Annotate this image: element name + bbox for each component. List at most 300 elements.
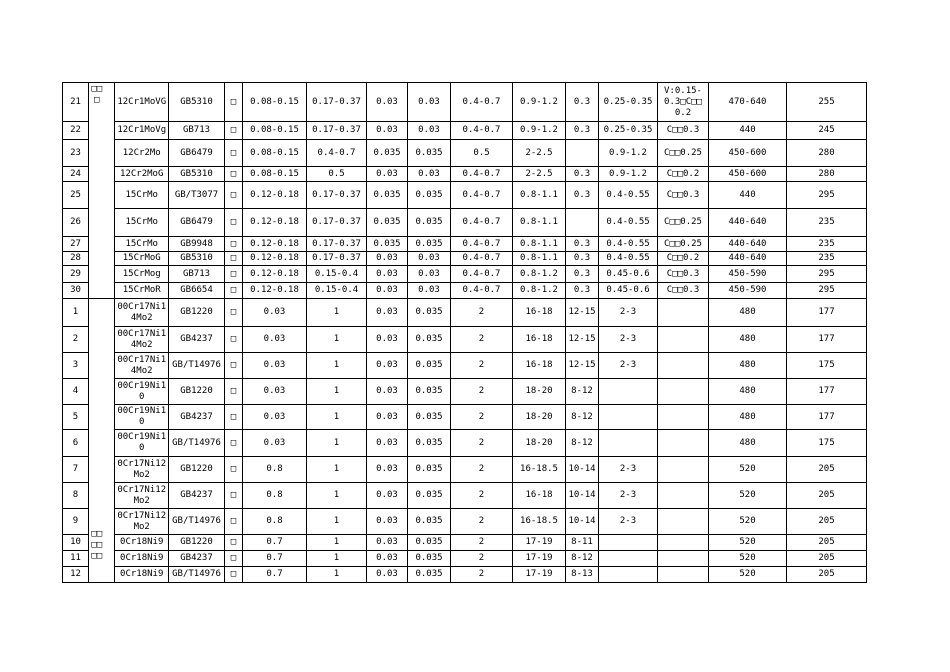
manganese-value: 0.4-0.7	[451, 266, 513, 283]
silicon-value: 1	[307, 509, 367, 535]
tensile-strength-value: 480	[709, 299, 787, 327]
sulfur-value: 0.03	[367, 266, 408, 283]
table-row	[63, 567, 867, 583]
mark-glyph: □	[225, 167, 243, 182]
standard-code: GB6654	[169, 283, 225, 299]
steel-grade-text: 00Cr19Ni10	[117, 432, 167, 453]
nickel-value: 12-15	[566, 299, 599, 327]
row-number: 26	[63, 209, 89, 237]
table-row	[63, 430, 867, 457]
other-elements-value	[658, 327, 709, 353]
table-row	[63, 509, 867, 535]
steel-grade-text: 15CrMog	[122, 268, 161, 279]
standard-code: GB5310	[169, 83, 225, 122]
molybdenum-value	[599, 535, 658, 551]
molybdenum-value: 0.4-0.55	[599, 182, 658, 209]
chromium-value: 0.8-1.2	[513, 283, 566, 299]
yield-strength-value: 295	[787, 283, 867, 299]
standard-code: GB713	[169, 266, 225, 283]
table-row	[63, 266, 867, 283]
molybdenum-value: 0.45-0.6	[599, 283, 658, 299]
phosphorus-value: 0.035	[408, 567, 451, 583]
table-row	[63, 167, 867, 182]
row-number: 21	[63, 83, 89, 122]
yield-strength-value: 177	[787, 327, 867, 353]
silicon-value: 1	[307, 430, 367, 457]
phosphorus-value: 0.035	[408, 483, 451, 509]
phosphorus-value: 0.035	[408, 299, 451, 327]
carbon-value: 0.03	[243, 327, 307, 353]
carbon-value: 0.7	[243, 535, 307, 551]
row-number: 22	[63, 122, 89, 140]
other-elements-value	[658, 266, 709, 283]
tensile-strength-value: 520	[709, 551, 787, 567]
carbon-value: 0.03	[243, 379, 307, 405]
steel-grade-text: 12Cr1MoVG	[117, 96, 167, 107]
other-elements-value	[658, 457, 709, 483]
yield-strength-value: 245	[787, 122, 867, 140]
steel-grade-text: 12Cr2Mo	[122, 147, 161, 158]
nickel-value: 8-12	[566, 379, 599, 405]
manganese-value: 0.4-0.7	[451, 167, 513, 182]
steel-grade	[115, 379, 169, 405]
standard-code: GB4237	[169, 551, 225, 567]
manganese-value: 2	[451, 430, 513, 457]
tensile-strength-value: 440	[709, 122, 787, 140]
carbon-value: 0.8	[243, 457, 307, 483]
yield-strength-value: 280	[787, 167, 867, 182]
tensile-strength-value: 450-600	[709, 140, 787, 167]
other-elements-value-text: C□□0.3	[666, 268, 700, 279]
carbon-value: 0.08-0.15	[243, 167, 307, 182]
sulfur-value: 0.03	[367, 379, 408, 405]
molybdenum-value: 0.9-1.2	[599, 140, 658, 167]
manganese-value: 0.4-0.7	[451, 122, 513, 140]
sulfur-value: 0.035	[367, 209, 408, 237]
manganese-value: 0.4-0.7	[451, 237, 513, 252]
nickel-value: 10-14	[566, 483, 599, 509]
table-row	[63, 299, 867, 327]
silicon-value: 0.15-0.4	[307, 266, 367, 283]
row-number: 10	[63, 535, 89, 551]
yield-strength-value: 205	[787, 551, 867, 567]
chromium-value: 0.9-1.2	[513, 83, 566, 122]
carbon-value: 0.08-0.15	[243, 83, 307, 122]
steel-grade	[115, 353, 169, 379]
nickel-value: 8-13	[566, 567, 599, 583]
silicon-value: 0.17-0.37	[307, 83, 367, 122]
steel-grade	[115, 252, 169, 266]
table-row	[63, 140, 867, 167]
nickel-value: 0.3	[566, 252, 599, 266]
phosphorus-value: 0.035	[408, 327, 451, 353]
sulfur-value: 0.03	[367, 167, 408, 182]
yield-strength-value: 205	[787, 509, 867, 535]
nickel-value: 8-12	[566, 405, 599, 430]
mark-glyph: □	[225, 551, 243, 567]
tensile-strength-value: 480	[709, 379, 787, 405]
steel-grade	[115, 209, 169, 237]
nickel-value: 0.3	[566, 167, 599, 182]
yield-strength-value: 177	[787, 405, 867, 430]
steel-grade	[115, 167, 169, 182]
steel-grade-text: 00Cr19Ni10	[117, 380, 167, 402]
manganese-value: 2	[451, 535, 513, 551]
table-row	[63, 209, 867, 237]
molybdenum-value: 0.4-0.55	[599, 252, 658, 266]
carbon-value: 0.03	[243, 353, 307, 379]
carbon-value: 0.03	[243, 430, 307, 457]
phosphorus-value: 0.035	[408, 182, 451, 209]
standard-code: GB/T3077	[169, 182, 225, 209]
carbon-value: 0.12-0.18	[243, 182, 307, 209]
molybdenum-value: 0.25-0.35	[599, 122, 658, 140]
nickel-value: 8-12	[566, 551, 599, 567]
silicon-value: 0.15-0.4	[307, 283, 367, 299]
nickel-value	[566, 140, 599, 167]
other-elements-value	[658, 567, 709, 583]
steel-grade	[115, 283, 169, 299]
phosphorus-value: 0.03	[408, 266, 451, 283]
nickel-value: 10-14	[566, 509, 599, 535]
tensile-strength-value: 440-640	[709, 252, 787, 266]
yield-strength-value: 177	[787, 299, 867, 327]
row-number: 9	[63, 509, 89, 535]
standard-code: GB4237	[169, 405, 225, 430]
manganese-value: 0.5	[451, 140, 513, 167]
steel-grade	[115, 140, 169, 167]
yield-strength-value: 177	[787, 379, 867, 405]
molybdenum-value: 2-3	[599, 483, 658, 509]
nickel-value: 10-14	[566, 457, 599, 483]
manganese-value: 2	[451, 483, 513, 509]
phosphorus-value: 0.035	[408, 353, 451, 379]
manganese-value: 2	[451, 299, 513, 327]
manganese-value: 0.4-0.7	[451, 252, 513, 266]
other-elements-value	[658, 252, 709, 266]
other-elements-value-text: V:0.15-0.3□C□□0.2	[664, 85, 702, 118]
chromium-value: 0.8-1.1	[513, 252, 566, 266]
steel-grade	[115, 551, 169, 567]
phosphorus-value: 0.03	[408, 283, 451, 299]
standard-code: GB5310	[169, 252, 225, 266]
tensile-strength-value: 520	[709, 535, 787, 551]
other-elements-value	[658, 283, 709, 299]
chromium-value: 2-2.5	[513, 167, 566, 182]
silicon-value: 1	[307, 483, 367, 509]
steel-grade-text: 0Cr18Ni9	[120, 569, 164, 579]
row-number: 6	[63, 430, 89, 457]
manganese-value: 2	[451, 509, 513, 535]
nickel-value: 8-12	[566, 430, 599, 457]
sulfur-value: 0.035	[367, 237, 408, 252]
mark-glyph: □	[225, 122, 243, 140]
sulfur-value: 0.03	[367, 457, 408, 483]
molybdenum-value: 2-3	[599, 509, 658, 535]
manganese-value: 0.4-0.7	[451, 209, 513, 237]
silicon-value: 0.17-0.37	[307, 209, 367, 237]
nickel-value: 8-11	[566, 535, 599, 551]
steel-grade	[115, 405, 169, 430]
tensile-strength-value: 520	[709, 457, 787, 483]
sulfur-value: 0.03	[367, 299, 408, 327]
tensile-strength-value: 480	[709, 353, 787, 379]
mark-glyph: □	[225, 567, 243, 583]
carbon-value: 0.8	[243, 509, 307, 535]
molybdenum-value	[599, 567, 658, 583]
other-elements-value	[658, 483, 709, 509]
mark-glyph: □	[225, 237, 243, 252]
chromium-value: 16-18.5	[513, 509, 566, 535]
steel-grade	[115, 83, 169, 122]
standard-code: GB6479	[169, 140, 225, 167]
silicon-value: 0.4-0.7	[307, 140, 367, 167]
yield-strength-value: 205	[787, 457, 867, 483]
row-number: 23	[63, 140, 89, 167]
silicon-value: 0.5	[307, 167, 367, 182]
steel-grade-text: 0Cr18Ni9	[120, 553, 164, 563]
other-elements-value	[658, 430, 709, 457]
standard-code: GB1220	[169, 299, 225, 327]
chromium-value: 18-20	[513, 430, 566, 457]
yield-strength-value: 235	[787, 252, 867, 266]
sulfur-value: 0.03	[367, 430, 408, 457]
yield-strength-value: 175	[787, 430, 867, 457]
steel-grade	[115, 535, 169, 551]
steel-grade-text: 15CrMo	[125, 217, 158, 227]
table-row	[63, 283, 867, 299]
mark-glyph: □	[225, 83, 243, 122]
row-number: 30	[63, 283, 89, 299]
sulfur-value: 0.03	[367, 252, 408, 266]
standard-code: GB5310	[169, 167, 225, 182]
carbon-value: 0.8	[243, 483, 307, 509]
tensile-strength-value: 450-590	[709, 266, 787, 283]
carbon-value: 0.7	[243, 551, 307, 567]
table-row	[63, 122, 867, 140]
table-row	[63, 353, 867, 379]
sulfur-value: 0.03	[367, 122, 408, 140]
tensile-strength-value: 520	[709, 483, 787, 509]
steel-grade-text: 00Cr17Ni14Mo2	[117, 354, 167, 376]
steel-grade	[115, 122, 169, 140]
carbon-value: 0.12-0.18	[243, 237, 307, 252]
carbon-value: 0.7	[243, 567, 307, 583]
row-number: 3	[63, 353, 89, 379]
sulfur-value: 0.03	[367, 327, 408, 353]
steel-grade-text: 0Cr18Ni9	[120, 537, 164, 547]
phosphorus-value: 0.03	[408, 122, 451, 140]
steel-grade-text: 00Cr17Ni14Mo2	[117, 328, 167, 350]
silicon-value: 1	[307, 405, 367, 430]
manganese-value: 2	[451, 353, 513, 379]
yield-strength-value: 235	[787, 237, 867, 252]
table-row	[63, 327, 867, 353]
mark-glyph: □	[225, 299, 243, 327]
carbon-value: 0.03	[243, 299, 307, 327]
silicon-value: 1	[307, 535, 367, 551]
other-elements-value-text: C□□0.25	[664, 238, 702, 249]
table-row	[63, 252, 867, 266]
yield-strength-value: 205	[787, 483, 867, 509]
mark-glyph: □	[225, 283, 243, 299]
tensile-strength-value: 450-590	[709, 283, 787, 299]
other-elements-value	[658, 209, 709, 237]
other-elements-value	[658, 122, 709, 140]
sulfur-value: 0.03	[367, 483, 408, 509]
sulfur-value: 0.03	[367, 509, 408, 535]
table-row	[63, 237, 867, 252]
row-number: 5	[63, 405, 89, 430]
manganese-value: 2	[451, 567, 513, 583]
yield-strength-value: 205	[787, 535, 867, 551]
mark-glyph: □	[225, 457, 243, 483]
mark-glyph: □	[225, 266, 243, 283]
standard-code: GB9948	[169, 237, 225, 252]
silicon-value: 1	[307, 299, 367, 327]
other-elements-value-text: C□□0.25	[664, 217, 702, 227]
phosphorus-value: 0.035	[408, 379, 451, 405]
group-label-cell	[89, 83, 115, 299]
mark-glyph: □	[225, 327, 243, 353]
row-number: 29	[63, 266, 89, 283]
yield-strength-value: 280	[787, 140, 867, 167]
table-row	[63, 535, 867, 551]
chromium-value: 16-18.5	[513, 457, 566, 483]
row-number: 7	[63, 457, 89, 483]
manganese-value: 2	[451, 405, 513, 430]
row-number: 11	[63, 551, 89, 567]
manganese-value: 2	[451, 551, 513, 567]
nickel-value: 0.3	[566, 237, 599, 252]
silicon-value: 1	[307, 379, 367, 405]
chromium-value: 16-18	[513, 327, 566, 353]
tensile-strength-value: 480	[709, 430, 787, 457]
tensile-strength-value: 440	[709, 182, 787, 209]
standard-code: GB1220	[169, 457, 225, 483]
carbon-value: 0.12-0.18	[243, 252, 307, 266]
standard-code: GB6479	[169, 209, 225, 237]
steel-grade-text: 15CrMo	[125, 238, 158, 249]
sulfur-value: 0.035	[367, 140, 408, 167]
molybdenum-value: 0.45-0.6	[599, 266, 658, 283]
other-elements-value	[658, 182, 709, 209]
carbon-value: 0.12-0.18	[243, 209, 307, 237]
sulfur-value: 0.03	[367, 535, 408, 551]
row-number: 12	[63, 567, 89, 583]
steel-grade-text: 00Cr17Ni14Mo2	[117, 301, 167, 323]
other-elements-value-text: C□□0.25	[664, 147, 702, 158]
phosphorus-value: 0.035	[408, 509, 451, 535]
carbon-value: 0.08-0.15	[243, 122, 307, 140]
steel-grade-text: 0Cr17Ni12Mo2	[117, 510, 167, 532]
other-elements-value-text: C□□0.3	[666, 285, 700, 295]
chromium-value: 16-18	[513, 353, 566, 379]
steel-grade-text: 12Cr2MoG	[120, 168, 164, 179]
steel-grade	[115, 299, 169, 327]
tensile-strength-value: 480	[709, 405, 787, 430]
other-elements-value	[658, 83, 709, 122]
silicon-value: 1	[307, 551, 367, 567]
molybdenum-value: 0.9-1.2	[599, 167, 658, 182]
nickel-value: 12-15	[566, 353, 599, 379]
table-row	[63, 83, 867, 122]
chromium-value: 17-19	[513, 567, 566, 583]
nickel-value: 0.3	[566, 182, 599, 209]
table-row	[63, 457, 867, 483]
molybdenum-value: 2-3	[599, 457, 658, 483]
chromium-value: 18-20	[513, 405, 566, 430]
chromium-value: 16-18	[513, 483, 566, 509]
tensile-strength-value: 520	[709, 567, 787, 583]
carbon-value: 0.03	[243, 405, 307, 430]
tensile-strength-value: 470-640	[709, 83, 787, 122]
manganese-value: 0.4-0.7	[451, 283, 513, 299]
other-elements-value-text: C□□0.3	[666, 189, 700, 200]
silicon-value: 0.17-0.37	[307, 252, 367, 266]
other-elements-value	[658, 299, 709, 327]
mark-glyph: □	[225, 379, 243, 405]
chromium-value: 18-20	[513, 379, 566, 405]
nickel-value: 0.3	[566, 283, 599, 299]
steel-grade	[115, 509, 169, 535]
yield-strength-value: 235	[787, 209, 867, 237]
silicon-value: 0.17-0.37	[307, 122, 367, 140]
row-number: 8	[63, 483, 89, 509]
table-row	[63, 551, 867, 567]
other-elements-value	[658, 535, 709, 551]
standard-code: GB713	[169, 122, 225, 140]
silicon-value: 0.17-0.37	[307, 182, 367, 209]
molybdenum-value	[599, 430, 658, 457]
standard-code: GB/T14976	[169, 430, 225, 457]
sulfur-value: 0.035	[367, 182, 408, 209]
steel-grade-text: 12Cr1MoVg	[117, 125, 167, 135]
tensile-strength-value: 450-600	[709, 167, 787, 182]
other-elements-value-text: C□□0.2	[666, 253, 700, 263]
group-label: □□□	[91, 84, 103, 105]
molybdenum-value: 2-3	[599, 353, 658, 379]
other-elements-value	[658, 353, 709, 379]
steel-grade	[115, 483, 169, 509]
phosphorus-value: 0.03	[408, 83, 451, 122]
phosphorus-value: 0.035	[408, 430, 451, 457]
chromium-value: 0.8-1.2	[513, 266, 566, 283]
steel-grade	[115, 182, 169, 209]
tensile-strength-value: 520	[709, 509, 787, 535]
phosphorus-value: 0.035	[408, 551, 451, 567]
mark-glyph: □	[225, 509, 243, 535]
other-elements-value	[658, 551, 709, 567]
silicon-value: 1	[307, 457, 367, 483]
other-elements-value-text: C□□0.2	[666, 168, 700, 179]
phosphorus-value: 0.035	[408, 457, 451, 483]
row-number: 25	[63, 182, 89, 209]
chromium-value: 16-18	[513, 299, 566, 327]
yield-strength-value: 295	[787, 266, 867, 283]
molybdenum-value: 0.4-0.55	[599, 209, 658, 237]
chromium-value: 0.8-1.1	[513, 237, 566, 252]
steel-grade-text: 15CrMoR	[122, 285, 161, 295]
steel-grade-text: 15CrMoG	[122, 253, 161, 263]
mark-glyph: □	[225, 483, 243, 509]
molybdenum-value: 2-3	[599, 327, 658, 353]
manganese-value: 2	[451, 327, 513, 353]
chromium-value: 0.9-1.2	[513, 122, 566, 140]
other-elements-value	[658, 509, 709, 535]
silicon-value: 0.17-0.37	[307, 237, 367, 252]
row-number: 28	[63, 252, 89, 266]
